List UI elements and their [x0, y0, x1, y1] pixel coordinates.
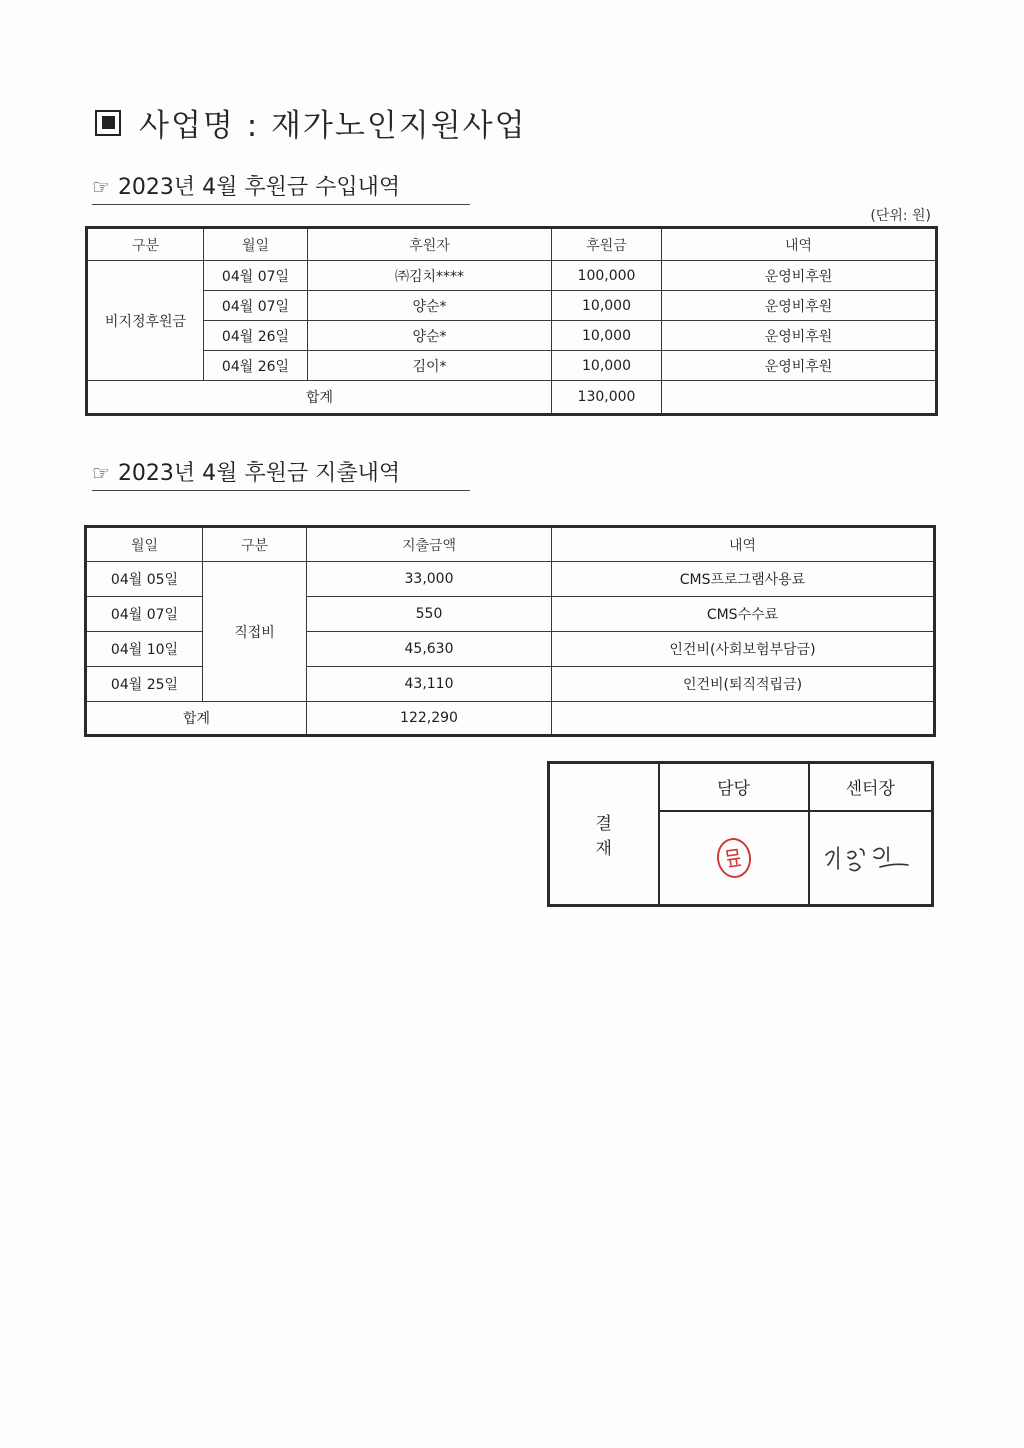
detail-cell: 운영비후원 [662, 351, 937, 381]
date-cell: 04월 26일 [204, 351, 308, 381]
total-amount: 130,000 [552, 381, 662, 415]
expense-header-category: 구분 [203, 527, 307, 562]
amount-cell: 10,000 [552, 321, 662, 351]
income-heading-text: 2023년 4월 후원금 수입내역 [117, 175, 401, 200]
detail-cell: 인건비(사회보험부담금) [552, 632, 935, 667]
date-cell: 04월 10일 [86, 632, 203, 667]
expense-heading [92, 456, 470, 491]
amount-cell: 100,000 [552, 261, 662, 291]
date-cell: 04월 05일 [86, 562, 203, 597]
total-label: 합계 [86, 702, 307, 736]
square-bullet-icon [95, 110, 121, 136]
amount-cell: 45,630 [307, 632, 552, 667]
income-header-category: 구분 [87, 228, 204, 261]
table-row [87, 261, 937, 291]
expense-category-cell: 직접비 [203, 562, 307, 702]
donor-cell: ㈜김치**** [308, 261, 552, 291]
unit-note: (단위: 원) [870, 208, 931, 224]
date-cell: 04월 07일 [204, 291, 308, 321]
approval-label-top: 결 [595, 814, 612, 834]
detail-cell: 운영비후원 [662, 321, 937, 351]
income-total-row [87, 381, 937, 415]
table-row [86, 562, 935, 597]
date-cell: 04월 25일 [86, 667, 203, 702]
table-row [87, 321, 937, 351]
pointing-hand-icon: ☞ [92, 175, 110, 199]
total-label: 합계 [87, 381, 552, 415]
signature-drawing [820, 833, 920, 877]
income-header-donor: 후원자 [308, 228, 552, 261]
manager-stamp-cell [659, 811, 809, 906]
date-cell: 04월 26일 [204, 321, 308, 351]
amount-cell: 43,110 [307, 667, 552, 702]
page-title [95, 100, 527, 145]
income-header-row [87, 228, 937, 261]
seal-stamp-icon [714, 836, 753, 880]
approval-label-bottom: 재 [595, 839, 612, 859]
detail-cell: CMS프로그램사용료 [552, 562, 935, 597]
table-row [87, 291, 937, 321]
seal-stamp-glyph [721, 842, 747, 873]
expense-header-detail: 내역 [552, 527, 935, 562]
detail-cell: 운영비후원 [662, 291, 937, 321]
director-signature-cell [809, 811, 933, 906]
donor-cell: 김이* [308, 351, 552, 381]
donor-cell: 양순* [308, 321, 552, 351]
amount-cell: 550 [307, 597, 552, 632]
total-detail-empty [552, 702, 935, 736]
expense-header-row [86, 527, 935, 562]
approval-label [549, 763, 659, 906]
donor-cell: 양순* [308, 291, 552, 321]
total-detail-empty [662, 381, 937, 415]
expense-header-amount: 지출금액 [307, 527, 552, 562]
detail-cell: 운영비후원 [662, 261, 937, 291]
income-header-detail: 내역 [662, 228, 937, 261]
date-cell: 04월 07일 [204, 261, 308, 291]
expense-heading-text: 2023년 4월 후원금 지출내역 [117, 461, 401, 486]
amount-cell: 33,000 [307, 562, 552, 597]
approval-col-director: 센터장 [809, 763, 933, 811]
expense-header-date: 월일 [86, 527, 203, 562]
handwritten-signature [820, 833, 920, 882]
amount-cell: 10,000 [552, 351, 662, 381]
table-row [87, 351, 937, 381]
approval-box [547, 761, 934, 907]
income-header-amount: 후원금 [552, 228, 662, 261]
total-amount: 122,290 [307, 702, 552, 736]
detail-cell: 인건비(퇴직적립금) [552, 667, 935, 702]
expense-table [84, 525, 936, 737]
detail-cell: CMS수수료 [552, 597, 935, 632]
income-heading [92, 170, 470, 205]
expense-total-row [86, 702, 935, 736]
page-title-text: 사업명 : 재가노인지원사업 [139, 108, 527, 144]
amount-cell: 10,000 [552, 291, 662, 321]
income-table [85, 226, 938, 416]
date-cell: 04월 07일 [86, 597, 203, 632]
approval-col-manager: 담당 [659, 763, 809, 811]
income-header-date: 월일 [204, 228, 308, 261]
pointing-hand-icon: ☞ [92, 461, 110, 485]
income-category-cell: 비지정후원금 [87, 261, 204, 381]
